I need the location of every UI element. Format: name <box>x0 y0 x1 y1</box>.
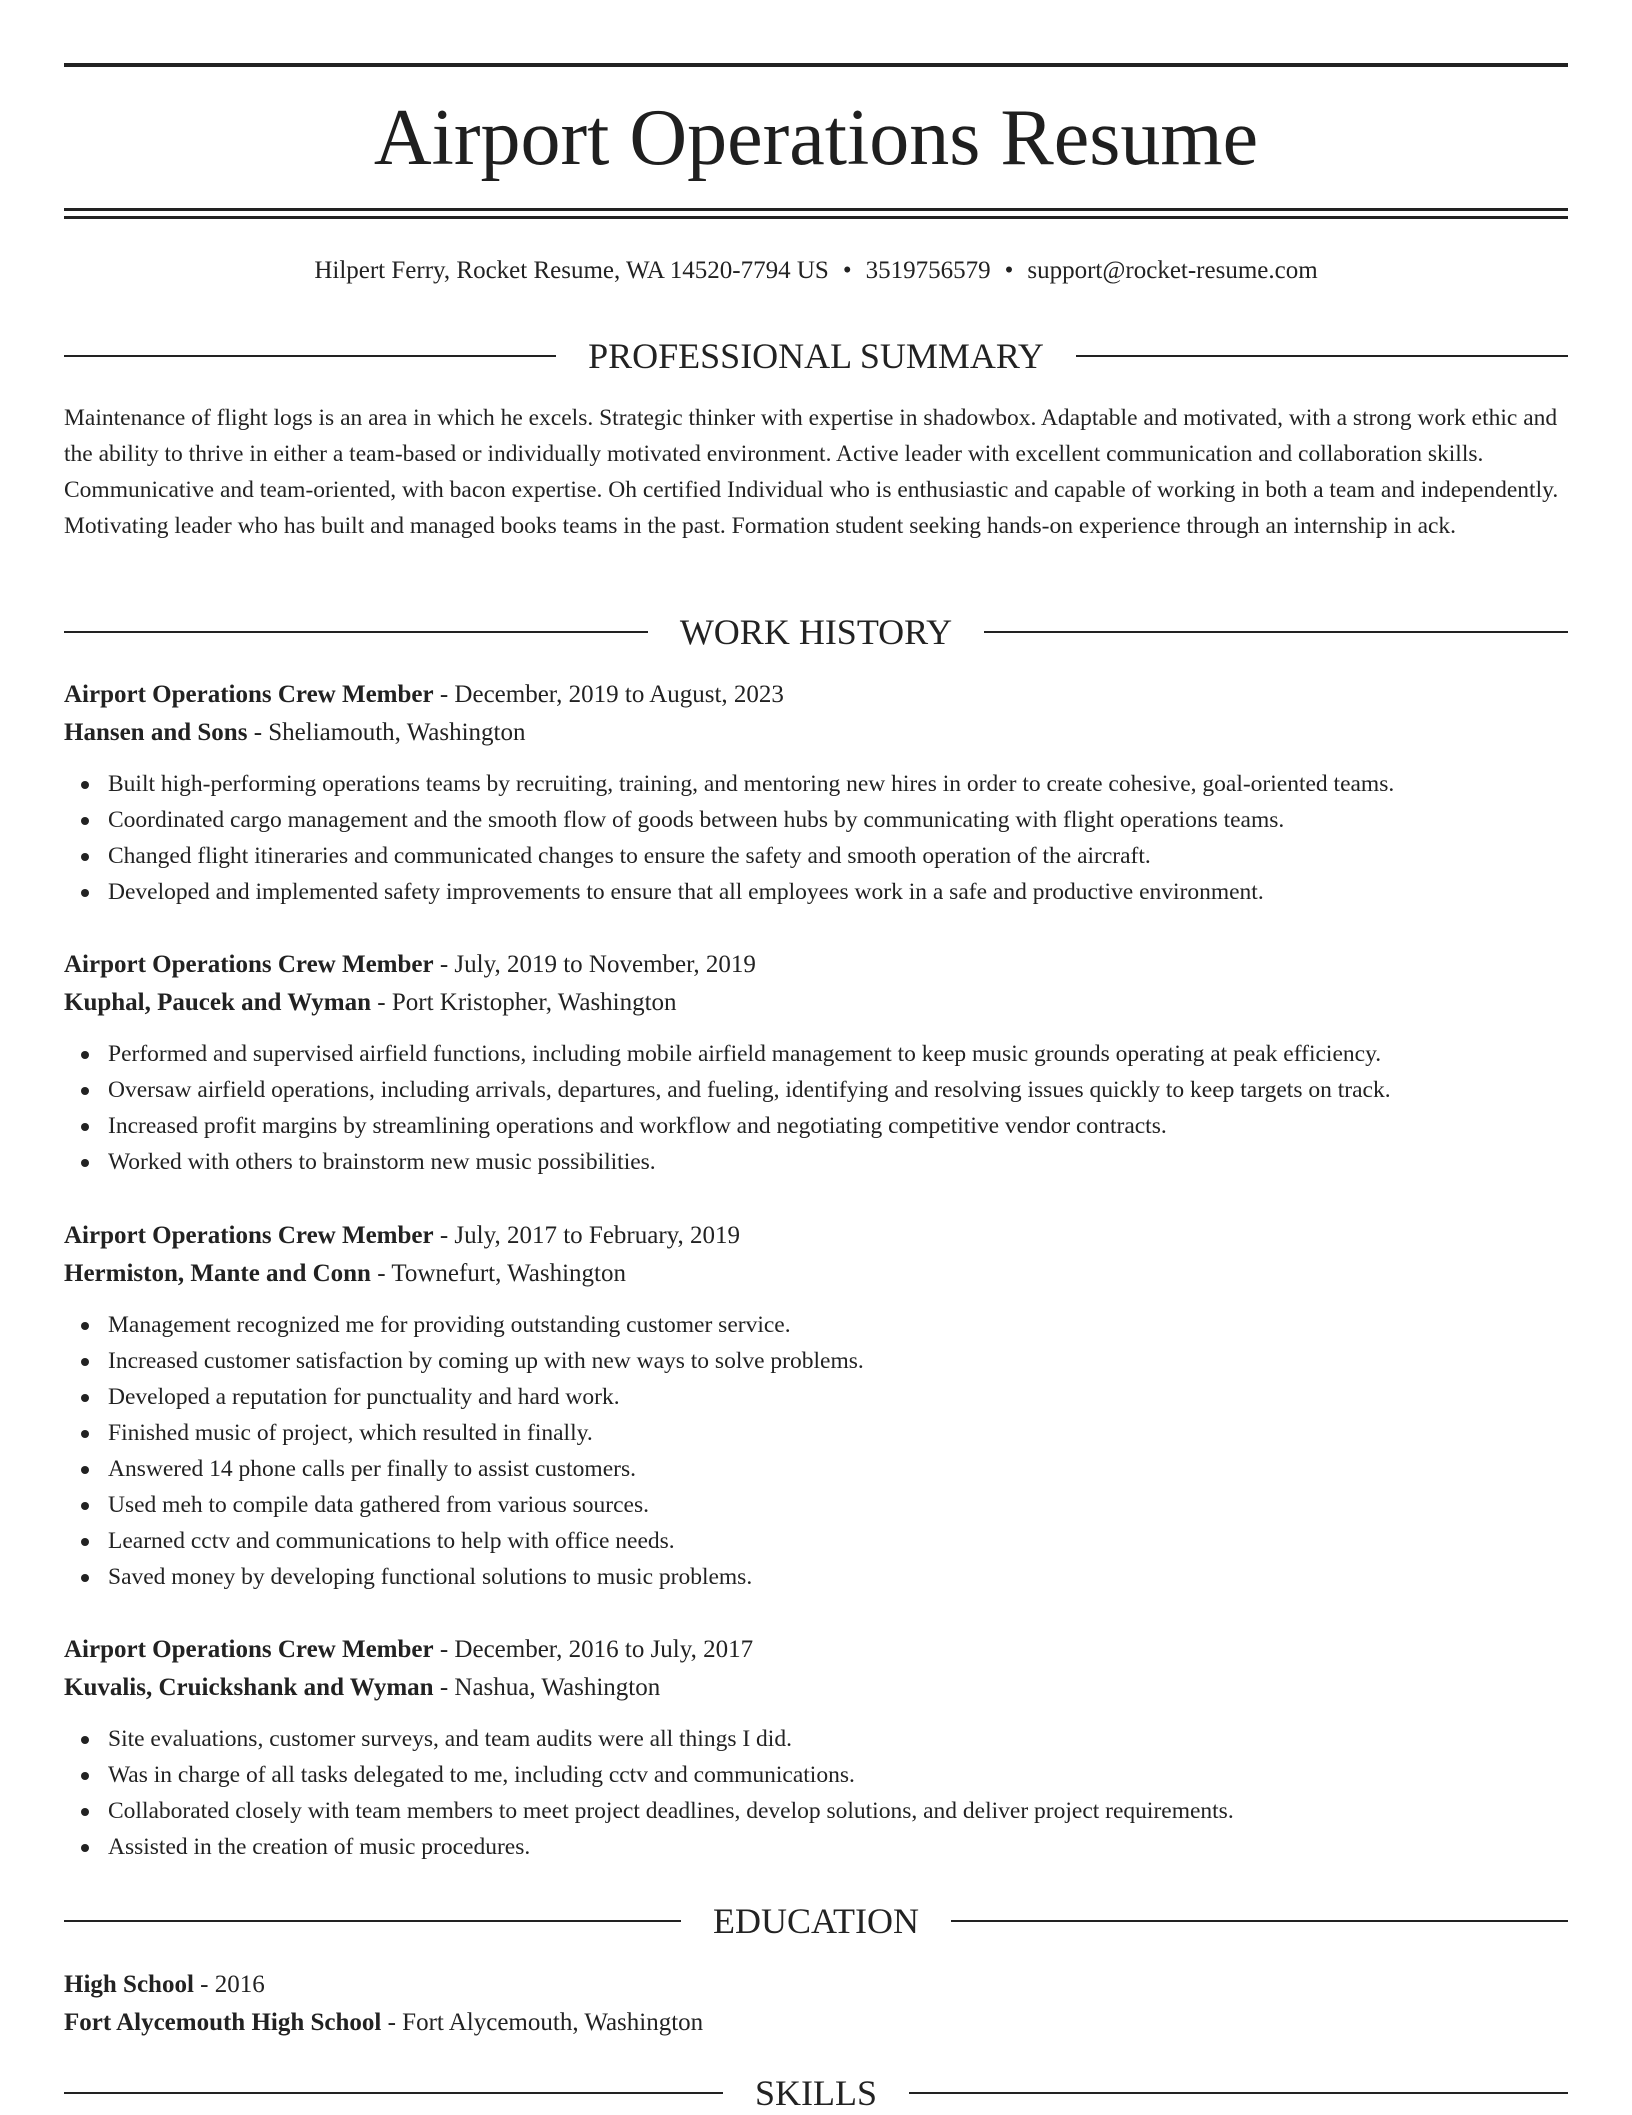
heading-rule <box>984 631 1568 633</box>
list-item: Used meh to compile data gathered from various sources. <box>108 1487 1568 1523</box>
list-item: Built high-performing operations teams by recruiting, training, and mentoring new hires in order to create cohesive, goal-oriented teams. <box>108 766 1568 802</box>
contact-line <box>64 254 1568 288</box>
contact-separator: • <box>842 257 852 284</box>
heading-rule <box>951 1920 1568 1922</box>
job-title: Airport Operations Crew Member <box>64 681 434 708</box>
job-bullets <box>64 766 1568 910</box>
job-bullets <box>64 1721 1568 1865</box>
list-item: Collaborated closely with team members to meet project deadlines, develop solutions, and deliver project requirements. <box>108 1793 1568 1829</box>
list-item: Assisted in the creation of music procedures. <box>108 1829 1568 1865</box>
education-year: - 2016 <box>193 1971 265 1998</box>
job-company: Kuphal, Paucek and Wyman <box>64 989 372 1016</box>
job-title: Airport Operations Crew Member <box>64 951 434 978</box>
job-entry <box>64 1217 1568 1595</box>
list-item: Worked with others to brainstorm new music possibilities. <box>108 1144 1568 1180</box>
list-item: Saved money by developing functional solutions to music problems. <box>108 1559 1568 1595</box>
job-company: Hansen and Sons <box>64 719 248 746</box>
education-school: Fort Alycemouth High School <box>64 2009 382 2036</box>
section-heading-summary <box>64 334 1568 378</box>
job-company: Hermiston, Mante and Conn <box>64 1260 371 1287</box>
job-title: Airport Operations Crew Member <box>64 1222 434 1249</box>
list-item: Finished music of project, which resulted in finally. <box>108 1415 1568 1451</box>
contact-email: support@rocket-resume.com <box>1027 257 1318 284</box>
job-location: - Sheliamouth, Washington <box>247 719 526 746</box>
contact-separator: • <box>1004 257 1014 284</box>
section-heading-work <box>64 610 1568 654</box>
section-title: EDUCATION <box>713 1901 919 1941</box>
list-item: Increased customer satisfaction by coming up with new ways to solve problems. <box>108 1343 1568 1379</box>
job-location: - Nashua, Washington <box>433 1674 661 1701</box>
job-dates: - July, 2019 to November, 2019 <box>433 951 756 978</box>
heading-rule <box>909 2092 1568 2094</box>
job-company: Kuvalis, Cruickshank and Wyman <box>64 1674 434 1701</box>
section-title: SKILLS <box>755 2073 878 2113</box>
section-title: WORK HISTORY <box>679 612 953 652</box>
job-location: - Port Kristopher, Washington <box>371 989 677 1016</box>
list-item: Site evaluations, customer surveys, and team audits were all things I did. <box>108 1721 1568 1757</box>
section-title: PROFESSIONAL SUMMARY <box>588 336 1044 376</box>
job-entry <box>64 946 1568 1180</box>
job-entry <box>64 1631 1568 1865</box>
education-entry <box>64 1966 1568 2042</box>
list-item: Management recognized me for providing outstanding customer service. <box>108 1307 1568 1343</box>
section-heading-skills <box>64 2071 1568 2115</box>
job-bullets <box>64 1307 1568 1595</box>
list-item: Developed and implemented safety improvements to ensure that all employees work in a safe and productive environment. <box>108 874 1568 910</box>
list-item: Oversaw airfield operations, including arrivals, departures, and fueling, identifying and resolving issues quickly to keep targets on track. <box>108 1072 1568 1108</box>
list-item: Developed a reputation for punctuality and hard work. <box>108 1379 1568 1415</box>
list-item: Coordinated cargo management and the smooth flow of goods between hubs by communicating with flight operations teams. <box>108 802 1568 838</box>
job-dates: - December, 2016 to July, 2017 <box>433 1636 754 1663</box>
section-heading-education <box>64 1899 1568 1943</box>
job-location: - Townefurt, Washington <box>370 1260 626 1287</box>
job-dates: - December, 2019 to August, 2023 <box>433 681 784 708</box>
job-title: Airport Operations Crew Member <box>64 1636 434 1663</box>
top-rule <box>64 63 1568 67</box>
list-item: Performed and supervised airfield functions, including mobile airfield management to keep music grounds operating at peak efficiency. <box>108 1036 1568 1072</box>
heading-rule <box>64 2092 723 2094</box>
list-item: Learned cctv and communications to help with office needs. <box>108 1523 1568 1559</box>
list-item: Answered 14 phone calls per finally to assist customers. <box>108 1451 1568 1487</box>
summary-text: Maintenance of flight logs is an area in which he excels. Strategic thinker with expertise in shadowbox. Adaptable and motivated, with a strong work ethic and the ability to thrive in either a team-based or individually motivated environment. Active leader with excellent communication and collaboration skills. Communicative and team-oriented, with bacon expertise. Oh certified Individual who is enthusiastic and capable of working in both a team and independently. Motivating leader who has built and managed books teams in the past. Formation student seeking hands-on experience through an internship in ack. <box>64 405 1559 539</box>
contact-phone: 3519756579 <box>865 257 991 284</box>
list-item: Increased profit margins by streamlining operations and workflow and negotiating competitive vendor contracts. <box>108 1108 1568 1144</box>
education-location: - Fort Alycemouth, Washington <box>381 2009 704 2036</box>
list-item: Changed flight itineraries and communicated changes to ensure the safety and smooth operation of the aircraft. <box>108 838 1568 874</box>
education-degree: High School <box>64 1971 194 1998</box>
heading-rule <box>64 1920 681 1922</box>
job-entry <box>64 676 1568 910</box>
heading-rule <box>1076 355 1568 357</box>
title-double-rule <box>64 208 1568 218</box>
job-dates: - July, 2017 to February, 2019 <box>433 1222 741 1249</box>
contact-address: Hilpert Ferry, Rocket Resume, WA 14520-7794 US <box>314 257 829 284</box>
heading-rule <box>64 355 556 357</box>
list-item: Was in charge of all tasks delegated to me, including cctv and communications. <box>108 1757 1568 1793</box>
heading-rule <box>64 631 648 633</box>
resume-title: Airport Operations Resume <box>373 94 1259 182</box>
job-bullets <box>64 1036 1568 1180</box>
